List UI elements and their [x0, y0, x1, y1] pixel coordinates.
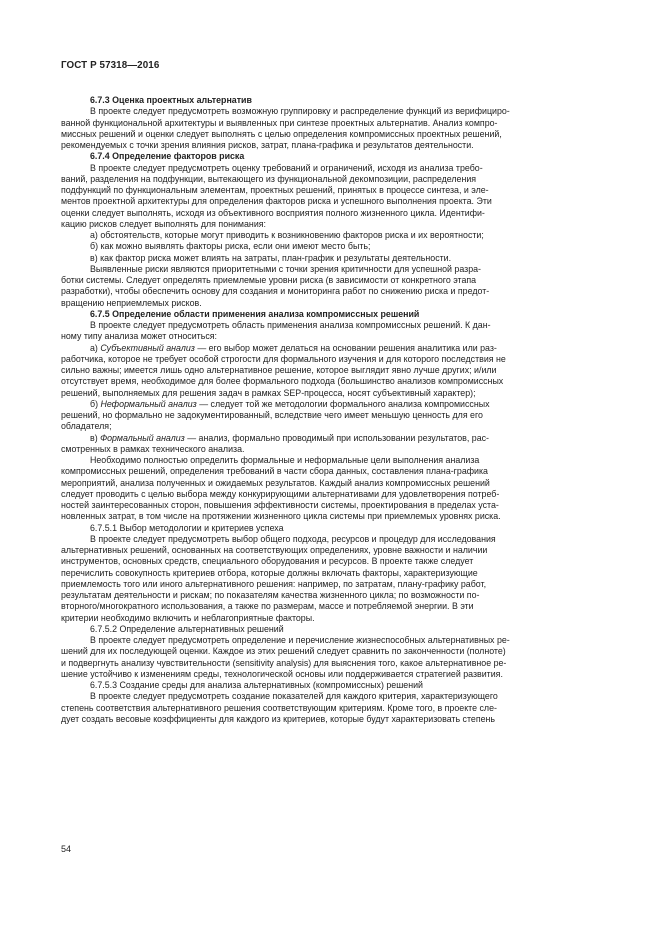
- body-paragraph: В проекте следует предусмотреть область применения анализа компромиссных решений. К дан- ному типу анализа может относиться:: [61, 320, 491, 342]
- term-definition: — его выбор может делаться на основании решения аналитика или раз- работчика, которое не требует особой строгости для формального изучения и для которого последствия не сильно важны; имеется лишь одно альтернативное решение, которое выглядит явно лучше других; и/или отсутствует время, необходимое для более формального подхода (большинство анализов компромиссных решений, выполняемых для решения задач в рамках SEP-процесса, носят субъективный характер);: [61, 342, 506, 398]
- body-paragraph: 6.7.5.1 Выбор методологии и критериев успеха: [90, 522, 284, 533]
- section-heading: 6.7.3 Оценка проектных альтернатив: [90, 95, 252, 105]
- body-paragraph: 6.7.5.3 Создание среды для анализа альтернативных (компромиссных) решений: [90, 680, 423, 690]
- list-item: [61, 343, 606, 399]
- body-paragraph: 6.7.5.2 Определение альтернативных решений: [90, 623, 284, 634]
- list-item: [61, 433, 606, 456]
- body-paragraph: В проекте следует предусмотреть создание показателей для каждого критерия, характеризующего степень соответствия альтернативного решения соответствующим критериям. Кроме того, в проекте сле- дует создать весовые коэффициенты для каждого из критериев, которые будут характеризовать степень: [61, 691, 498, 724]
- body-paragraph: Выявленные риски являются приоритетными с точки зрения критичности для успешной разра- ботки системы. Следует определять приемлемые уровни риска (в зависимости от конкретного этапа разработки), чтобы обеспечить основу для создания и мониторинга работ по снижению риска и предот- вращению неприемлемых рисков.: [61, 263, 490, 308]
- term-definition: — анализ, формально проводимый при использовании результатов, рас- смотренных в рамках технического анализа.: [61, 432, 489, 454]
- list-marker: а): [90, 342, 101, 353]
- body-paragraph: В проекте следует предусмотреть определение и перечисление жизнеспособных альтернативных ре- шений для их последующей оценки. Каждое из этих решений следует сравнить по законченности (полноте) и подвергнуть анализу чувствительности (sensitivity analysis) для выяснения того, какое альтернативное ре- шение устойчиво к изменениям среды, технологической основы или поддерживается стратегией развития.: [61, 635, 510, 679]
- list-item: [61, 399, 606, 433]
- body-paragraph: в) как фактор риска может влиять на затраты, план-график и результаты деятельности.: [90, 252, 452, 263]
- document-header-standard-id: ГОСТ Р 57318—2016: [61, 60, 160, 71]
- term-definition: — следует той же методологии формального анализа компромиссных решений, но формально не задокументированный, вследствие чего имеет меньшую ценность для его обладателя;: [61, 398, 490, 432]
- body-paragraph: В проекте следует предусмотреть оценку требований и ограничений, исходя из анализа требо- ваний, разделения на подфункции, вытекающего из функциональной декомпозиции, распределения подфункций по функциональным элементам, проектных решений, принятых в процессе синтеза, и эле- ментов проектной архитектуры для определения факторов риска и успешного выполнения проекта. Эти оценки следует выполнять, исходя из объективного восприятия полного жизненного цикла. Идентифи- кацию рисков следует выполнять для понимания:: [61, 162, 492, 229]
- body-paragraph: В проекте следует предусмотреть выбор общего подхода, ресурсов и процедур для исследования альтернативных решений, основанных на соответствующих определениях, уровне важности и наличии инструментов, основных средств, специального оборудования и ресурсов. В проекте также следует перечислить совокупность критериев отбора, которые должны включать факторы, характеризующие приемлемость того или иного альтернативного решения: например, по затратам, плану-графику работ, результатам деятельности и рискам; по показателям качества жизненного цикла; по возможности по- вторного/многократного использования, а также по размерам, массе и потребляемой энергии. В эти критерии необходимо включить и неблагоприятные факторы.: [61, 533, 496, 623]
- body-paragraph: Необходимо полностью определить формальные и неформальные цели выполнения анализа компромиссных решений, определения требований в части сбора данных, составления плана-графика мероприятий, анализа полученных и ожидаемых результатов. Каждый анализ компромиссных решений следует проводить с целью выбора между конкурирующими альтернативами для удовлетворения потреб- ностей заинтересованных сторон, повышения эффективности системы, проектирования в пределах уста- новленных затрат, в том числе на протяжении жизненного цикла системы при приемлемых уровнях риска.: [61, 455, 501, 522]
- section-heading: 6.7.5 Определение области применения анализа компромиссных решений: [90, 308, 420, 319]
- section-heading: 6.7.4 Определение факторов риска: [90, 151, 245, 162]
- term-italic: Субъективный анализ: [100, 342, 195, 353]
- body-paragraph: В проекте следует предусмотреть возможную группировку и распределение функций из верифициро- ванной функциональной архитектуры и выявленных при синтезе проектных альтернатив. Анализ компро- миссных решений и оценки следует выполнять с целью определения компромиссных проектных решений, рекомендуемых с точки зрения влияния рисков, затрат, плана-графика и результатов деятельности.: [61, 106, 510, 150]
- list-marker: в): [90, 432, 101, 443]
- term-italic: Неформальный анализ: [100, 398, 197, 409]
- list-marker: б): [90, 398, 101, 409]
- term-italic: Формальный анализ: [100, 432, 185, 443]
- document-body: [61, 95, 606, 725]
- body-paragraph: б) как можно выявлять факторы риска, если они имеют место быть;: [90, 241, 371, 252]
- body-paragraph: а) обстоятельств, которые могут приводить к возникновению факторов риска и их вероятности;: [90, 230, 484, 240]
- page-number: 54: [61, 844, 72, 854]
